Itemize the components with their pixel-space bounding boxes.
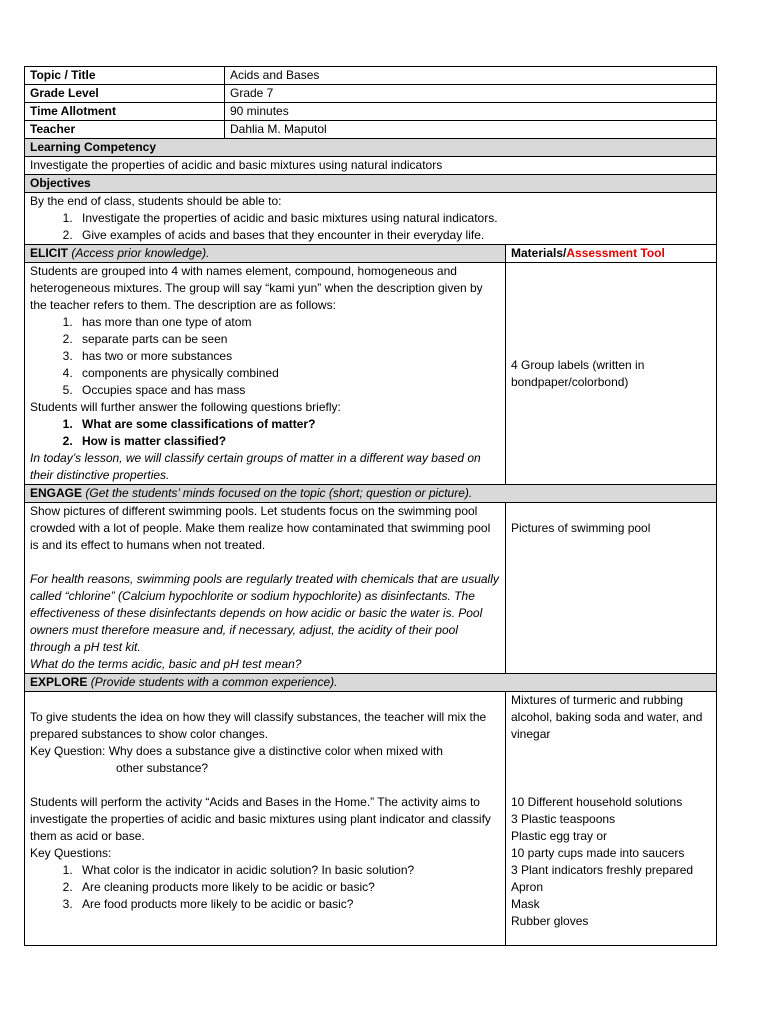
description-item: 2. separate parts can be seen xyxy=(76,331,500,348)
engage-materials-text: Pictures of swimming pool xyxy=(511,521,651,535)
key-questions-list xyxy=(30,862,500,913)
explore-materials xyxy=(506,692,717,946)
elicit-content xyxy=(25,263,506,485)
explore-materials-top: Mixtures of turmeric and rubbing alcohol, baking soda and water, and vinegar xyxy=(511,693,703,741)
elicit-closing: In today’s lesson, we will classify certain groups of matter in a different way based on their distinctive properties. xyxy=(30,451,481,482)
topic-row xyxy=(25,67,717,85)
engage-content xyxy=(25,503,506,674)
competency-header xyxy=(25,139,717,157)
elicit-materials xyxy=(506,263,717,485)
spacer xyxy=(511,743,711,794)
objective-item: 2. Give examples of acids and bases that they encounter in their everyday life. xyxy=(76,227,711,244)
engage-label: ENGAGE xyxy=(30,486,83,500)
engage-sub: (Get the students’ minds focused on the topic (short; question or picture). xyxy=(85,486,473,500)
description-item: 1. has more than one type of atom xyxy=(76,314,500,331)
objective-item: 1. Investigate the properties of acidic and basic mixtures using natural indicators. xyxy=(76,210,711,227)
elicit-intro: Students are grouped into 4 with names element, compound, homogeneous and heterogeneous mixtures. The group will say “kami yun” when the description given by the teacher refers to them. The description are as follows: xyxy=(30,264,483,312)
question-item: 1. What are some classifications of matter? xyxy=(76,416,500,433)
explore-header xyxy=(25,674,717,692)
topic-value: Acids and Bases xyxy=(225,67,717,85)
elicit-label: ELICIT xyxy=(30,246,68,260)
explore-key-question-cont: other substance? xyxy=(116,761,209,775)
elicit-descriptions xyxy=(30,314,500,399)
engage-header xyxy=(25,485,717,503)
material-item: Rubber gloves xyxy=(511,914,589,928)
objectives-header xyxy=(25,175,717,193)
spacer xyxy=(30,777,500,794)
teacher-row xyxy=(25,121,717,139)
engage-italic: For health reasons, swimming pools are regularly treated with chemicals that are usually called “chlorine” (Calcium hypochlorite or sodium hypochlorite) as disinfectants. The effectiveness of these disinfectants depends on how acidic or basic the water is. Pool owners must therefore measure and, if necessary, adjust, the acidity of their pool through a pH test kit. xyxy=(30,572,499,654)
engage-question: What do the terms acidic, basic and pH test mean? xyxy=(30,657,302,671)
explore-label: EXPLORE xyxy=(30,675,88,689)
engage-header-cell xyxy=(25,485,717,503)
grade-value: Grade 7 xyxy=(225,85,717,103)
key-questions-label: Key Questions: xyxy=(30,846,112,860)
competency-row xyxy=(25,157,717,175)
materials-label: Materials/ xyxy=(511,246,567,260)
material-item: 10 Different household solutions xyxy=(511,795,683,809)
explore-para1: To give students the idea on how they will classify substances, the teacher will mix the prepared substances to show color changes. xyxy=(30,710,487,741)
material-item: 10 party cups made into saucers xyxy=(511,846,685,860)
objectives-intro: By the end of class, students should be able to: xyxy=(30,194,282,208)
time-row xyxy=(25,103,717,121)
key-question-item: 1. What color is the indicator in acidic solution? In basic solution? xyxy=(76,862,500,879)
material-item: 3 Plant indicators freshly prepared xyxy=(511,863,694,877)
lesson-plan-table xyxy=(24,66,717,946)
objectives-cell xyxy=(25,193,717,245)
key-question-item: 2. Are cleaning products more likely to be acidic or basic? xyxy=(76,879,500,896)
teacher-value: Dahlia M. Maputol xyxy=(225,121,717,139)
elicit-sub: (Access prior knowledge). xyxy=(71,246,210,260)
material-item: 3 Plastic teaspoons xyxy=(511,812,616,826)
objectives-label: Objectives xyxy=(25,175,717,193)
spacer xyxy=(30,692,500,709)
material-item: Mask xyxy=(511,897,540,911)
explore-content xyxy=(25,692,506,946)
explore-key-question: Key Question: Why does a substance give a distinctive color when mixed with xyxy=(30,744,443,758)
materials-header-cell xyxy=(506,245,717,263)
question-item: 2. How is matter classified? xyxy=(76,433,500,450)
engage-row xyxy=(25,503,717,674)
explore-header-cell xyxy=(25,674,717,692)
competency-label: Learning Competency xyxy=(25,139,717,157)
key-question-item: 3. Are food products more likely to be acidic or basic? xyxy=(76,896,500,913)
description-item: 4. components are physically combined xyxy=(76,365,500,382)
elicit-header-cell xyxy=(25,245,506,263)
elicit-row xyxy=(25,263,717,485)
elicit-materials-text: 4 Group labels (written in bondpaper/colorbond) xyxy=(511,357,645,389)
spacer xyxy=(30,554,500,571)
material-item: Plastic egg tray or xyxy=(511,829,608,843)
topic-label: Topic / Title xyxy=(25,67,225,85)
competency-text: Investigate the properties of acidic and basic mixtures using natural indicators xyxy=(25,157,717,175)
explore-sub: (Provide students with a common experience). xyxy=(90,675,338,689)
objectives-row xyxy=(25,193,717,245)
assessment-tool-label: Assessment Tool xyxy=(566,246,665,260)
description-item: 3. has two or more substances xyxy=(76,348,500,365)
time-value: 90 minutes xyxy=(225,103,717,121)
elicit-header xyxy=(25,245,717,263)
time-label: Time Allotment xyxy=(25,103,225,121)
elicit-questions-intro: Students will further answer the following questions briefly: xyxy=(30,400,341,414)
engage-materials xyxy=(506,503,717,674)
teacher-label: Teacher xyxy=(25,121,225,139)
grade-label: Grade Level xyxy=(25,85,225,103)
material-item: Apron xyxy=(511,880,544,894)
description-item: 5. Occupies space and has mass xyxy=(76,382,500,399)
explore-para2: Students will perform the activity “Acids and Bases in the Home.” The activity aims to investigate the properties of acidic and basic mixtures using plant indicator and classify them as acid or base. xyxy=(30,795,491,843)
engage-text: Show pictures of different swimming pools. Let students focus on the swimming pool crowded with a lot of people. Make them realize how contaminated that swimming pool is and its effect to humans when not treated. xyxy=(30,504,491,552)
objectives-list xyxy=(30,210,711,244)
grade-row xyxy=(25,85,717,103)
elicit-questions xyxy=(30,416,500,450)
explore-row xyxy=(25,692,717,946)
